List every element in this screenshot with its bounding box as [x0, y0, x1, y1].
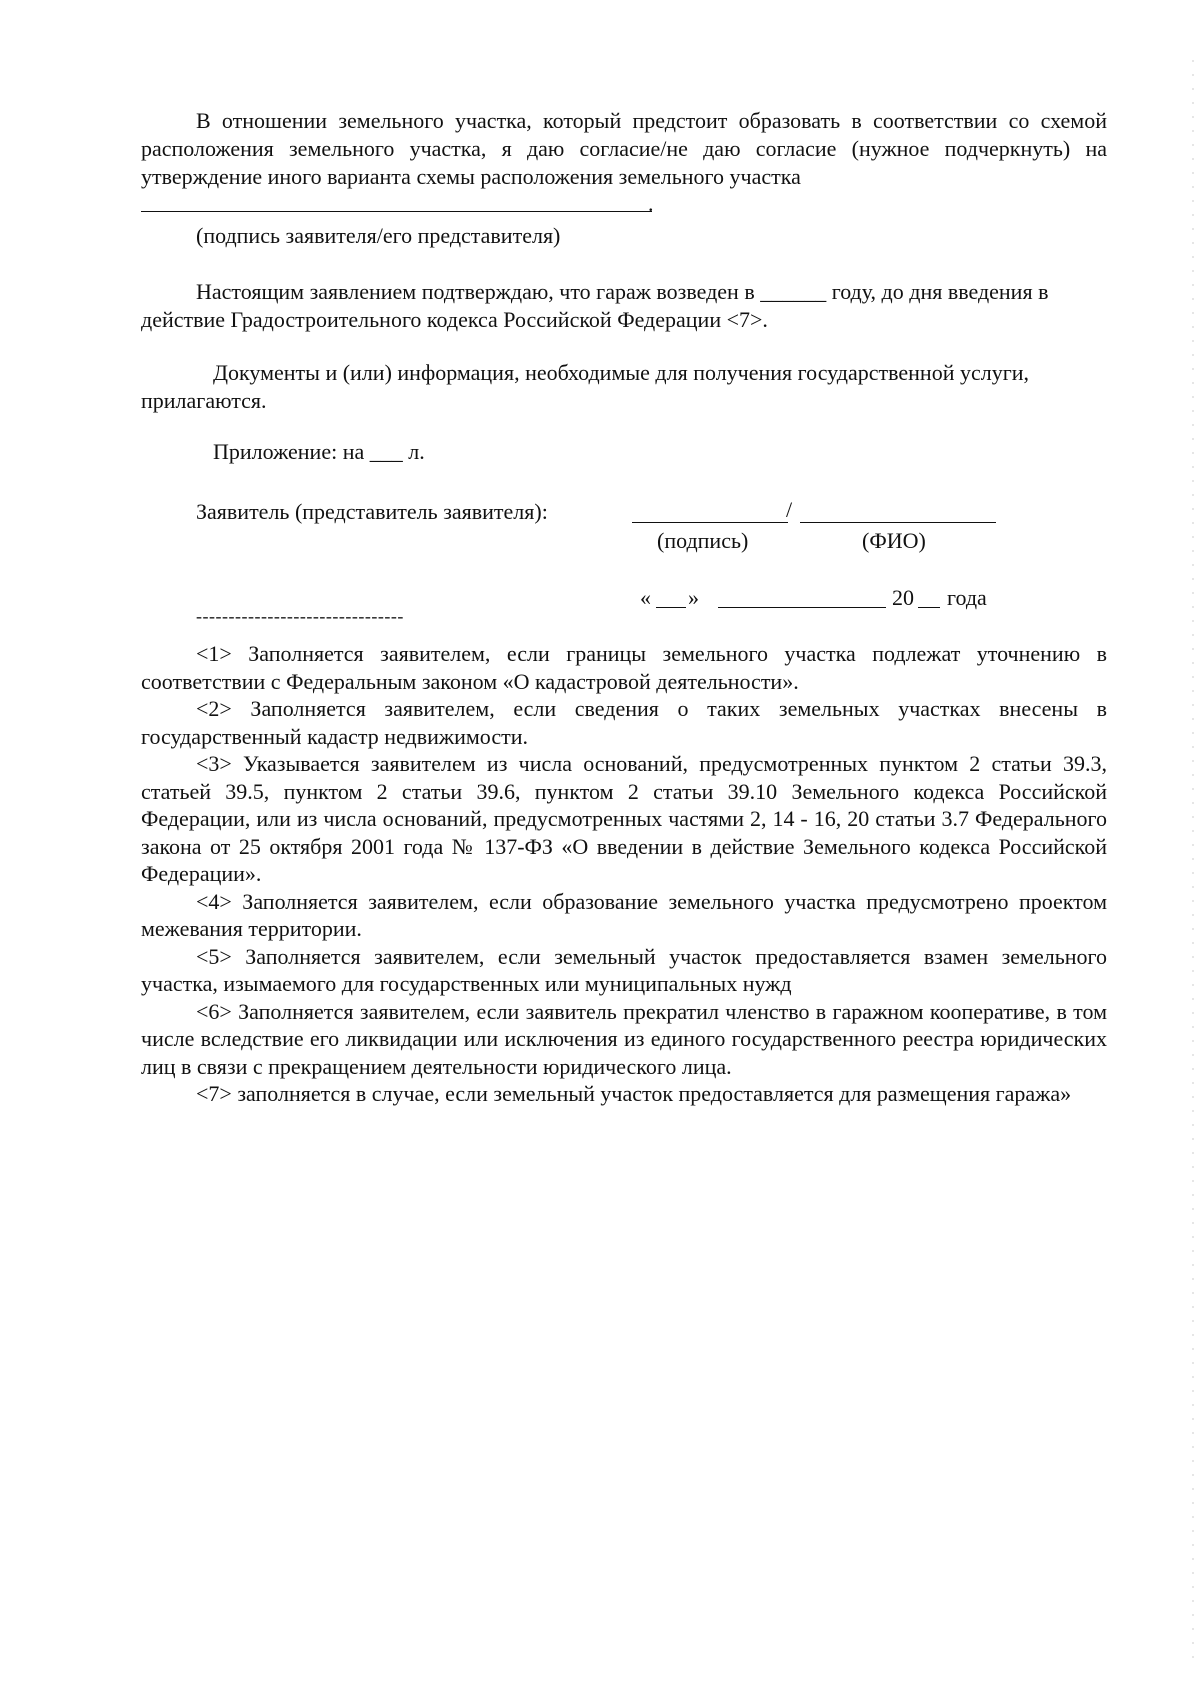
date-year-suffix: года — [947, 585, 987, 610]
garage-text-after: году, до дня введения в действие Градостроительного кодекса Российской Федерации <7>. — [141, 279, 1049, 332]
consent-period: . — [648, 191, 654, 216]
footnote-7: <7> заполняется в случае, если земельный участок предоставляется для размещения гаража» — [196, 1081, 1072, 1106]
footnotes — [141, 640, 1107, 1108]
appendix-line — [213, 438, 425, 466]
date-close-quote: » — [688, 585, 699, 610]
documents-paragraph: Документы и (или) информация, необходимые для получения государственной услуги, прилагаются. — [141, 360, 1030, 413]
garage-paragraph — [141, 278, 1107, 334]
footnote-1: <1> Заполняется заявителем, если границы земельного участка подлежат уточнению в соответствии с Федеральным законом «О кадастровой деятельности». — [141, 641, 1107, 694]
consent-signature-caption: (подпись заявителя/его представителя) — [196, 223, 561, 248]
date-year-prefix: 20 — [892, 585, 914, 610]
applicant-label: Заявитель (представитель заявителя): — [196, 499, 548, 524]
applicant-slash: / — [786, 497, 793, 522]
date-day-line — [656, 607, 686, 608]
consent-paragraph: В отношении земельного участка, который предстоит образовать в соответствии со схемой расположения земельного участка, я даю согласие/не даю согласие (нужное подчеркнуть) на утверждение иного варианта схемы расположения земельного участка — [141, 108, 1107, 189]
consent-signature-line — [141, 211, 652, 212]
garage-text-before: Настоящим заявлением подтверждаю, что гараж возведен в — [196, 279, 761, 304]
signature-caption: (подпись) — [657, 528, 749, 553]
footnote-2: <2> Заполняется заявителем, если сведения о таких земельных участках внесены в государственный кадастр недвижимости. — [141, 696, 1107, 749]
fio-caption: (ФИО) — [862, 528, 926, 553]
footnote-6: <6> Заполняется заявителем, если заявитель прекратил членство в гаражном кооперативе, в том числе вследствие его ликвидации или исключения из единого государственного реестра юридических лиц в связи с прекращением деятельности юридического лица. — [141, 998, 1107, 1079]
date-year-line — [918, 607, 940, 608]
date-open-quote: « — [640, 585, 651, 610]
applicant-fio-line — [800, 522, 996, 523]
footnote-3: <3> Указывается заявителем из числа оснований, предусмотренных пунктом 2 статьи 39.3, статьей 39.5, пунктом 2 статьи 39.6, пунктом 2 статьи 39.10 Земельного кодекса Российской Федерации, или из числа оснований, предусмотренных частями 2, 14 - 16, 20 статьи 3.7 Федерального закона от 25 октября 2001 года № 137-ФЗ «О введении в действие Земельного кодекса Российской Федерации». — [141, 751, 1107, 886]
scan-edge-marks — [1192, 60, 1194, 1660]
date-month-line — [718, 607, 886, 608]
footnote-4: <4> Заполняется заявителем, если образование земельного участка предусмотрено проектом межевания территории. — [141, 888, 1107, 941]
applicant-signature-line — [632, 522, 788, 523]
garage-year-blank: ______ — [760, 279, 827, 304]
appendix-suffix: л. — [402, 439, 425, 464]
appendix-pages-blank: ___ — [369, 439, 403, 464]
appendix-prefix: Приложение: на — [213, 439, 370, 464]
footnote-separator: -------------------------------- — [196, 606, 404, 626]
footnote-5: <5> Заполняется заявителем, если земельный участок предоставляется взамен земельного участка, изымаемого для государственных или муниципальных нужд — [141, 943, 1107, 996]
